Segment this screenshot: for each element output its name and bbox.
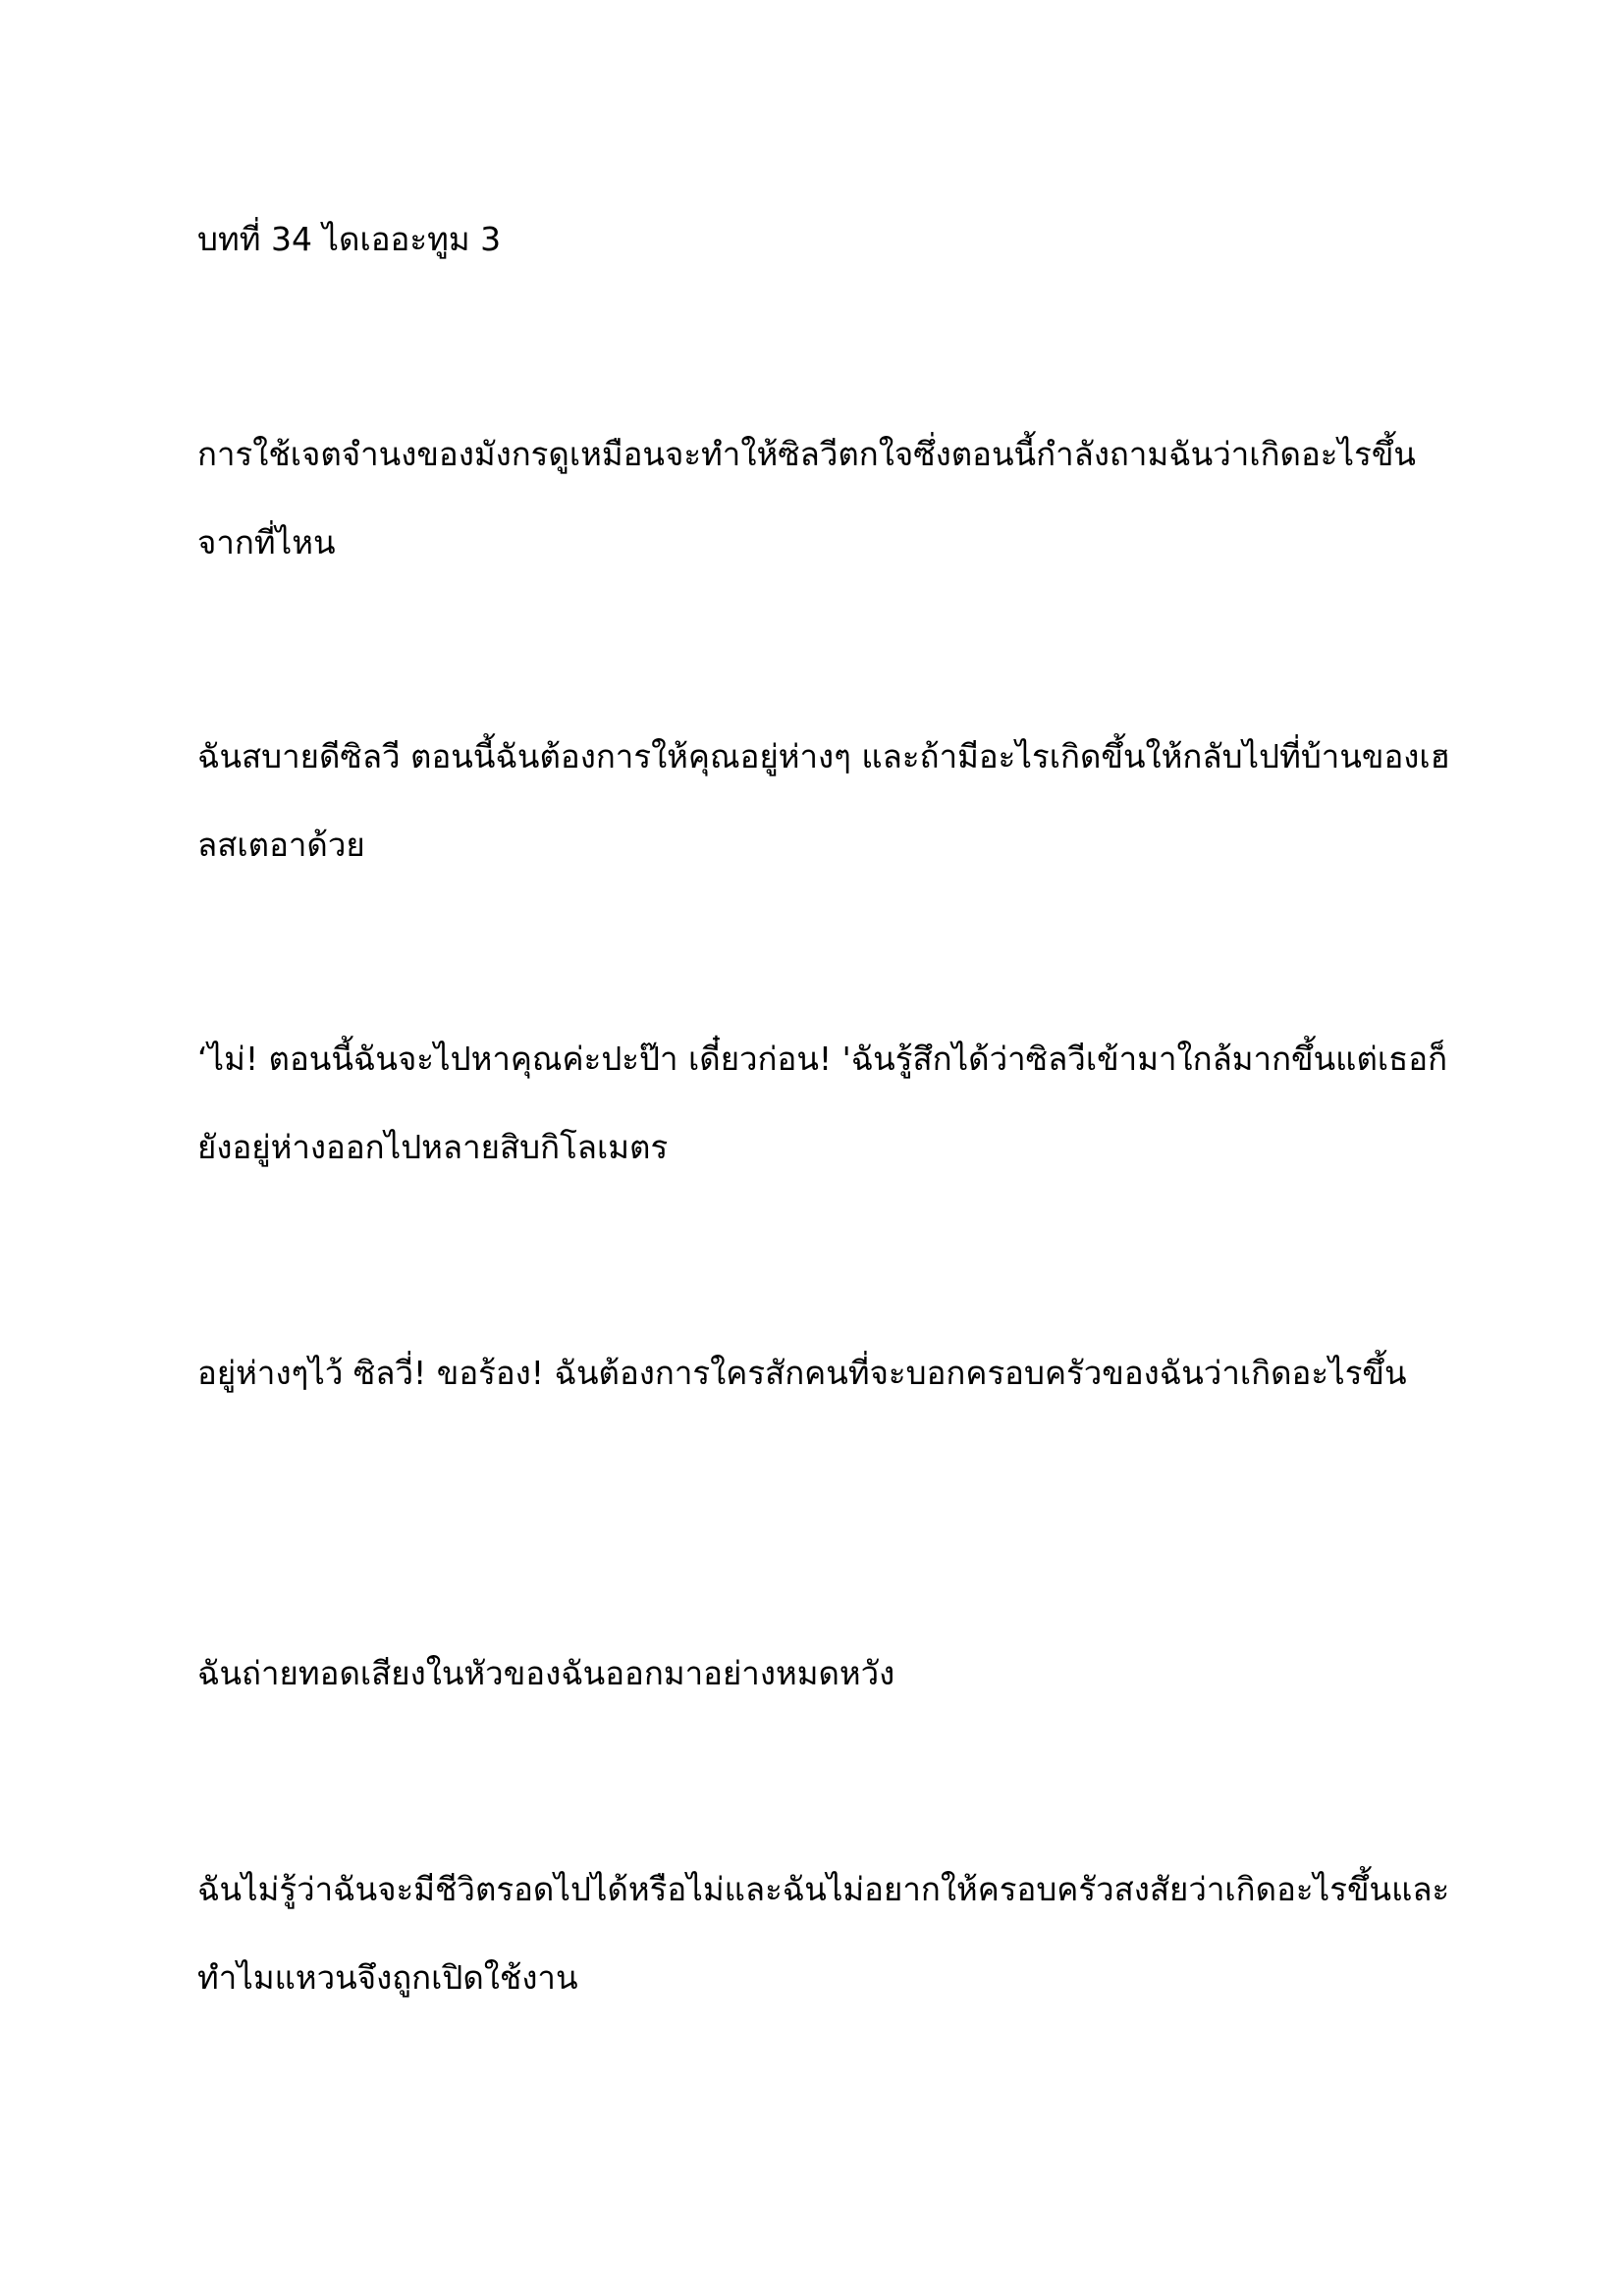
paragraph-2: ฉันสบายดีซิลวี ตอนนี้ฉันต้องการให้คุณอยู่ห่างๆ และถ้ามีอะไรเกิดขึ้นให้กลับไปที่บ้านของเฮลสเตอาด้วย	[197, 737, 1450, 864]
chapter-title: บทที่ 34 ไดเออะทูม 3	[197, 220, 502, 258]
paragraph-3: ‘ไม่! ตอนนี้ฉันจะไปหาคุณค่ะปะป๊า เดี๋ยวก่อน! 'ฉันรู้สึกได้ว่าซิลวีเข้ามาใกล้มากขึ้นแต่เธอก็ยังอยู่ห่างออกไปหลายสิบกิโลเมตร	[197, 1040, 1448, 1166]
paragraph-6: ฉันไม่รู้ว่าฉันจะมีชีวิตรอดไปได้หรือไม่และฉันไม่อยากให้ครอบครัวสงสัยว่าเกิดอะไรขึ้นและทำไมแหวนจึงถูกเปิดใช้งาน	[197, 1870, 1450, 1997]
paragraph-4: อยู่ห่างๆไว้ ซิลวี่! ขอร้อง! ฉันต้องการใครสักคนที่จะบอกครอบครัวของฉันว่าเกิดอะไรขึ้น	[197, 1354, 1407, 1392]
paragraph-5: ฉันถ่ายทอดเสียงในหัวของฉันออกมาอย่างหมดหวัง	[197, 1654, 895, 1692]
paragraph-1: การใช้เจตจำนงของมังกรดูเหมือนจะทำให้ซิลวีตกใจซึ่งตอนนี้กำลังถามฉันว่าเกิดอะไรขึ้นจากที่ไหน	[197, 435, 1416, 561]
